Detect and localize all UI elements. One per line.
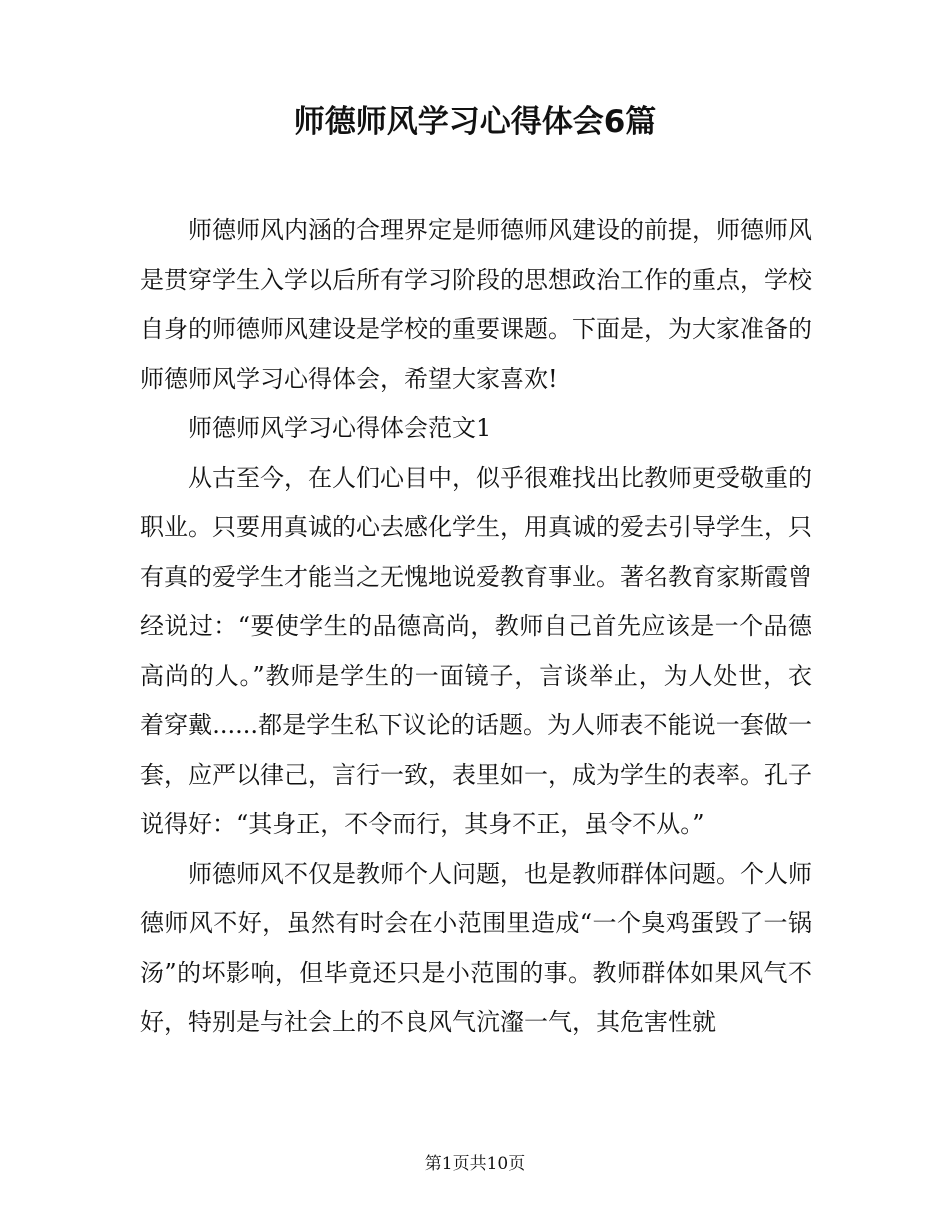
document-title: 师德师风学习心得体会6篇 [293, 104, 657, 140]
page-footer: 第1页共10页 [424, 1154, 526, 1174]
paragraph-intro: 师德师风内涵的合理界定是师德师风建设的前提，师德师风是贯穿学生入学以后所有学习阶段的思想政治工作的重点，学校自身的师德师风建设是学校的重要课题。下面是，为大家准备的师德师风学习心得体会，希望大家喜欢! [140, 216, 812, 393]
paragraph-1: 从古至今，在人们心目中，似乎很难找出比教师更受敬重的职业。只要用真诚的心去感化学生，用真诚的爱去引导学生，只有真的爱学生才能当之无愧地说爱教育事业。著名教育家斯霞曾经说过：“要使学生的品德高尚，教师自己首先应该是一个品德高尚的人。”教师是学生的一面镜子，言谈举止，为人处世，衣着穿戴......都是学生私下议论的话题。为人师表不能说一套做一套，应严以律己，言行一致，表里如一，成为学生的表率。孔子说得好：“其身正，不令而行，其身不正，虽令不从。” [140, 463, 812, 838]
paragraph-2: 师德师风不仅是教师个人问题，也是教师群体问题。个人师德师风不好，虽然有时会在小范围里造成“一个臭鸡蛋毁了一锅汤”的坏影响，但毕竟还只是小范围的事。教师群体如果风气不好，特别是与社会上的不良风气沆瀣一气，其危害性就 [140, 859, 812, 1036]
document-body [140, 206, 812, 1048]
section-heading: 师德师风学习心得体会范文1 [188, 414, 492, 442]
